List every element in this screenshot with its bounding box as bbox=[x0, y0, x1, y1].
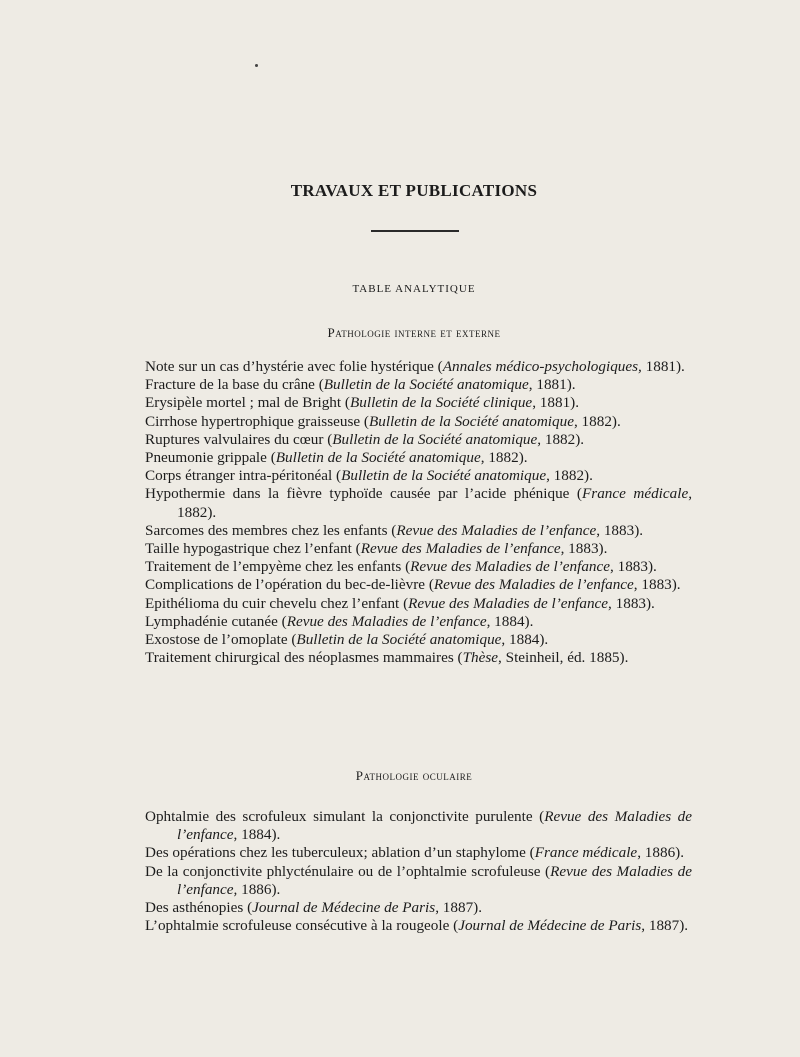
print-speck bbox=[255, 64, 258, 67]
entry-year: , 1882). bbox=[573, 412, 621, 430]
entry-year: , 1882). bbox=[480, 449, 528, 467]
entry-year: 1881). bbox=[641, 358, 685, 375]
entry-year: , 1883). bbox=[560, 540, 608, 558]
entry-year: , 1881). bbox=[532, 394, 580, 412]
entry-source: Journal de Médecine de Paris bbox=[252, 899, 436, 917]
publication-entry bbox=[145, 844, 692, 862]
entry-source: Revue des Maladies de l’enfance bbox=[410, 558, 611, 576]
entry-title: Traitement chirurgical des néoplasmes mammaires ( bbox=[145, 649, 463, 667]
entry-title: Des asthénopies ( bbox=[145, 899, 253, 917]
publication-entry bbox=[145, 558, 692, 576]
section-heading-pathologie-interne: Pathologie interne et externe bbox=[327, 325, 501, 340]
entry-year: , 1882). bbox=[537, 430, 585, 448]
entry-source: Bulletin de la Société anatomique bbox=[275, 449, 481, 467]
table-analytique-heading: TABLE ANALYTIQUE bbox=[352, 283, 476, 295]
entry-title: Des opérations chez les tuberculeux; ablation d’un staphylome ( bbox=[145, 844, 535, 862]
entry-year: , 1882). bbox=[546, 467, 593, 485]
entry-source: Annales médico-psychologiques, bbox=[442, 358, 642, 375]
entry-title: Lymphadénie cutanée ( bbox=[145, 612, 287, 630]
publication-entry bbox=[145, 917, 692, 935]
entry-title: Note sur un cas d’hystérie avec folie hystérique ( bbox=[145, 358, 443, 375]
entry-source: Bulletin de la Société clinique bbox=[349, 394, 533, 412]
entry-source: Revue des Maladies de l’enfance bbox=[408, 594, 609, 612]
entry-title: De la conjonctivite phlycténulaire ou de l’ophtalmie scrofuleuse ( bbox=[145, 862, 551, 880]
publication-entry bbox=[145, 358, 692, 376]
publication-entry bbox=[145, 899, 692, 917]
entry-year: , 1883). bbox=[596, 521, 644, 539]
entry-year: , 1882). bbox=[177, 485, 692, 521]
publication-entry bbox=[145, 649, 692, 667]
publication-entry bbox=[145, 631, 692, 649]
publication-entry bbox=[145, 576, 692, 594]
entry-year: , 1884). bbox=[233, 826, 281, 844]
publication-entry bbox=[145, 431, 692, 449]
publication-entry bbox=[145, 376, 692, 394]
entry-source: Journal de Médecine de Paris bbox=[458, 917, 642, 935]
entry-year: , 1887). bbox=[435, 899, 483, 917]
entry-title: Sarcomes des membres chez les enfants ( bbox=[145, 521, 397, 539]
entry-source: Revue des Maladies de l’enfance bbox=[286, 612, 487, 630]
publication-entry bbox=[145, 449, 692, 467]
entry-title: Epithélioma du cuir chevelu chez l’enfant ( bbox=[145, 594, 409, 612]
publication-entry bbox=[145, 540, 692, 558]
entry-source: Revue des Maladies de l’enfance bbox=[396, 521, 597, 539]
entry-source: Bulletin de la Société anatomique bbox=[323, 376, 529, 394]
entry-source: Revue des Maladies de l’enfance bbox=[177, 808, 692, 844]
entry-title: Exostose de l’omoplate ( bbox=[145, 631, 297, 649]
entry-source: Revue des Maladies de l’enfance, bbox=[177, 862, 692, 898]
entry-source: Bulletin de la Société anatomique bbox=[341, 467, 547, 485]
publication-entry bbox=[145, 613, 692, 631]
entry-source: Revue des Maladies de l’enfance bbox=[433, 576, 634, 594]
entry-title: L’ophtalmie scrofuleuse consécutive à la rougeole ( bbox=[145, 917, 459, 935]
entry-year: , 1883). bbox=[633, 576, 681, 594]
entry-source: Bulletin de la Société anatomique bbox=[332, 430, 538, 448]
entry-title: Erysipèle mortel ; mal de Bright ( bbox=[145, 394, 350, 412]
entry-source: France médicale bbox=[582, 485, 689, 503]
section-heading-pathologie-oculaire: Pathologie oculaire bbox=[355, 768, 473, 783]
title-divider bbox=[371, 230, 459, 232]
entry-source: France médicale bbox=[534, 844, 638, 862]
publication-entry bbox=[145, 595, 692, 613]
publication-entry bbox=[145, 863, 692, 899]
entry-source: Bulletin de la Société anatomique bbox=[368, 412, 574, 430]
publication-entry bbox=[145, 522, 692, 540]
entry-source: Thèse bbox=[462, 649, 499, 667]
entry-year: , 1883). bbox=[610, 558, 657, 576]
entry-title: Corps étranger intra-péritonéal ( bbox=[145, 467, 342, 485]
entry-year: , 1881). bbox=[528, 376, 576, 394]
entry-year: , 1884). bbox=[486, 612, 534, 630]
publication-list-interne bbox=[145, 358, 692, 667]
publication-entry bbox=[145, 467, 692, 485]
entry-source: Revue des Maladies de l’enfance bbox=[360, 540, 561, 558]
entry-year: , 1883). bbox=[608, 594, 655, 612]
entry-year: 1886). bbox=[237, 880, 281, 898]
publication-entry bbox=[145, 413, 692, 431]
entry-year: , 1884). bbox=[501, 631, 549, 649]
entry-title: Complications de l’opération du bec-de-lièvre ( bbox=[145, 576, 434, 594]
entry-title: Pneumonie grippale ( bbox=[145, 449, 276, 467]
publication-entry bbox=[145, 808, 692, 844]
entry-title: Traitement de l’empyème chez les enfants ( bbox=[145, 558, 411, 576]
entry-title: Cirrhose hypertrophique graisseuse ( bbox=[145, 412, 369, 430]
entry-year: , Steinheil, éd. 1885). bbox=[498, 649, 629, 667]
entry-year: , 1886). bbox=[637, 844, 685, 862]
entry-title: Taille hypogastrique chez l’enfant ( bbox=[145, 540, 361, 558]
entry-title: Hypothermie dans la fièvre typhoïde causée par l’acide phénique ( bbox=[145, 485, 582, 503]
entry-year: , 1887). bbox=[641, 917, 689, 935]
entry-title: Fracture de la base du crâne ( bbox=[145, 376, 324, 394]
entry-title: Ruptures valvulaires du cœur ( bbox=[145, 430, 333, 448]
entry-source: Bulletin de la Société anatomique bbox=[296, 631, 502, 649]
publication-list-oculaire bbox=[145, 808, 692, 935]
publication-entry bbox=[145, 394, 692, 412]
entry-title: Ophtalmie des scrofuleux simulant la conjonctivite purulente ( bbox=[145, 808, 545, 825]
publication-entry bbox=[145, 485, 692, 521]
page-title: TRAVAUX ET PUBLICATIONS bbox=[290, 181, 538, 200]
